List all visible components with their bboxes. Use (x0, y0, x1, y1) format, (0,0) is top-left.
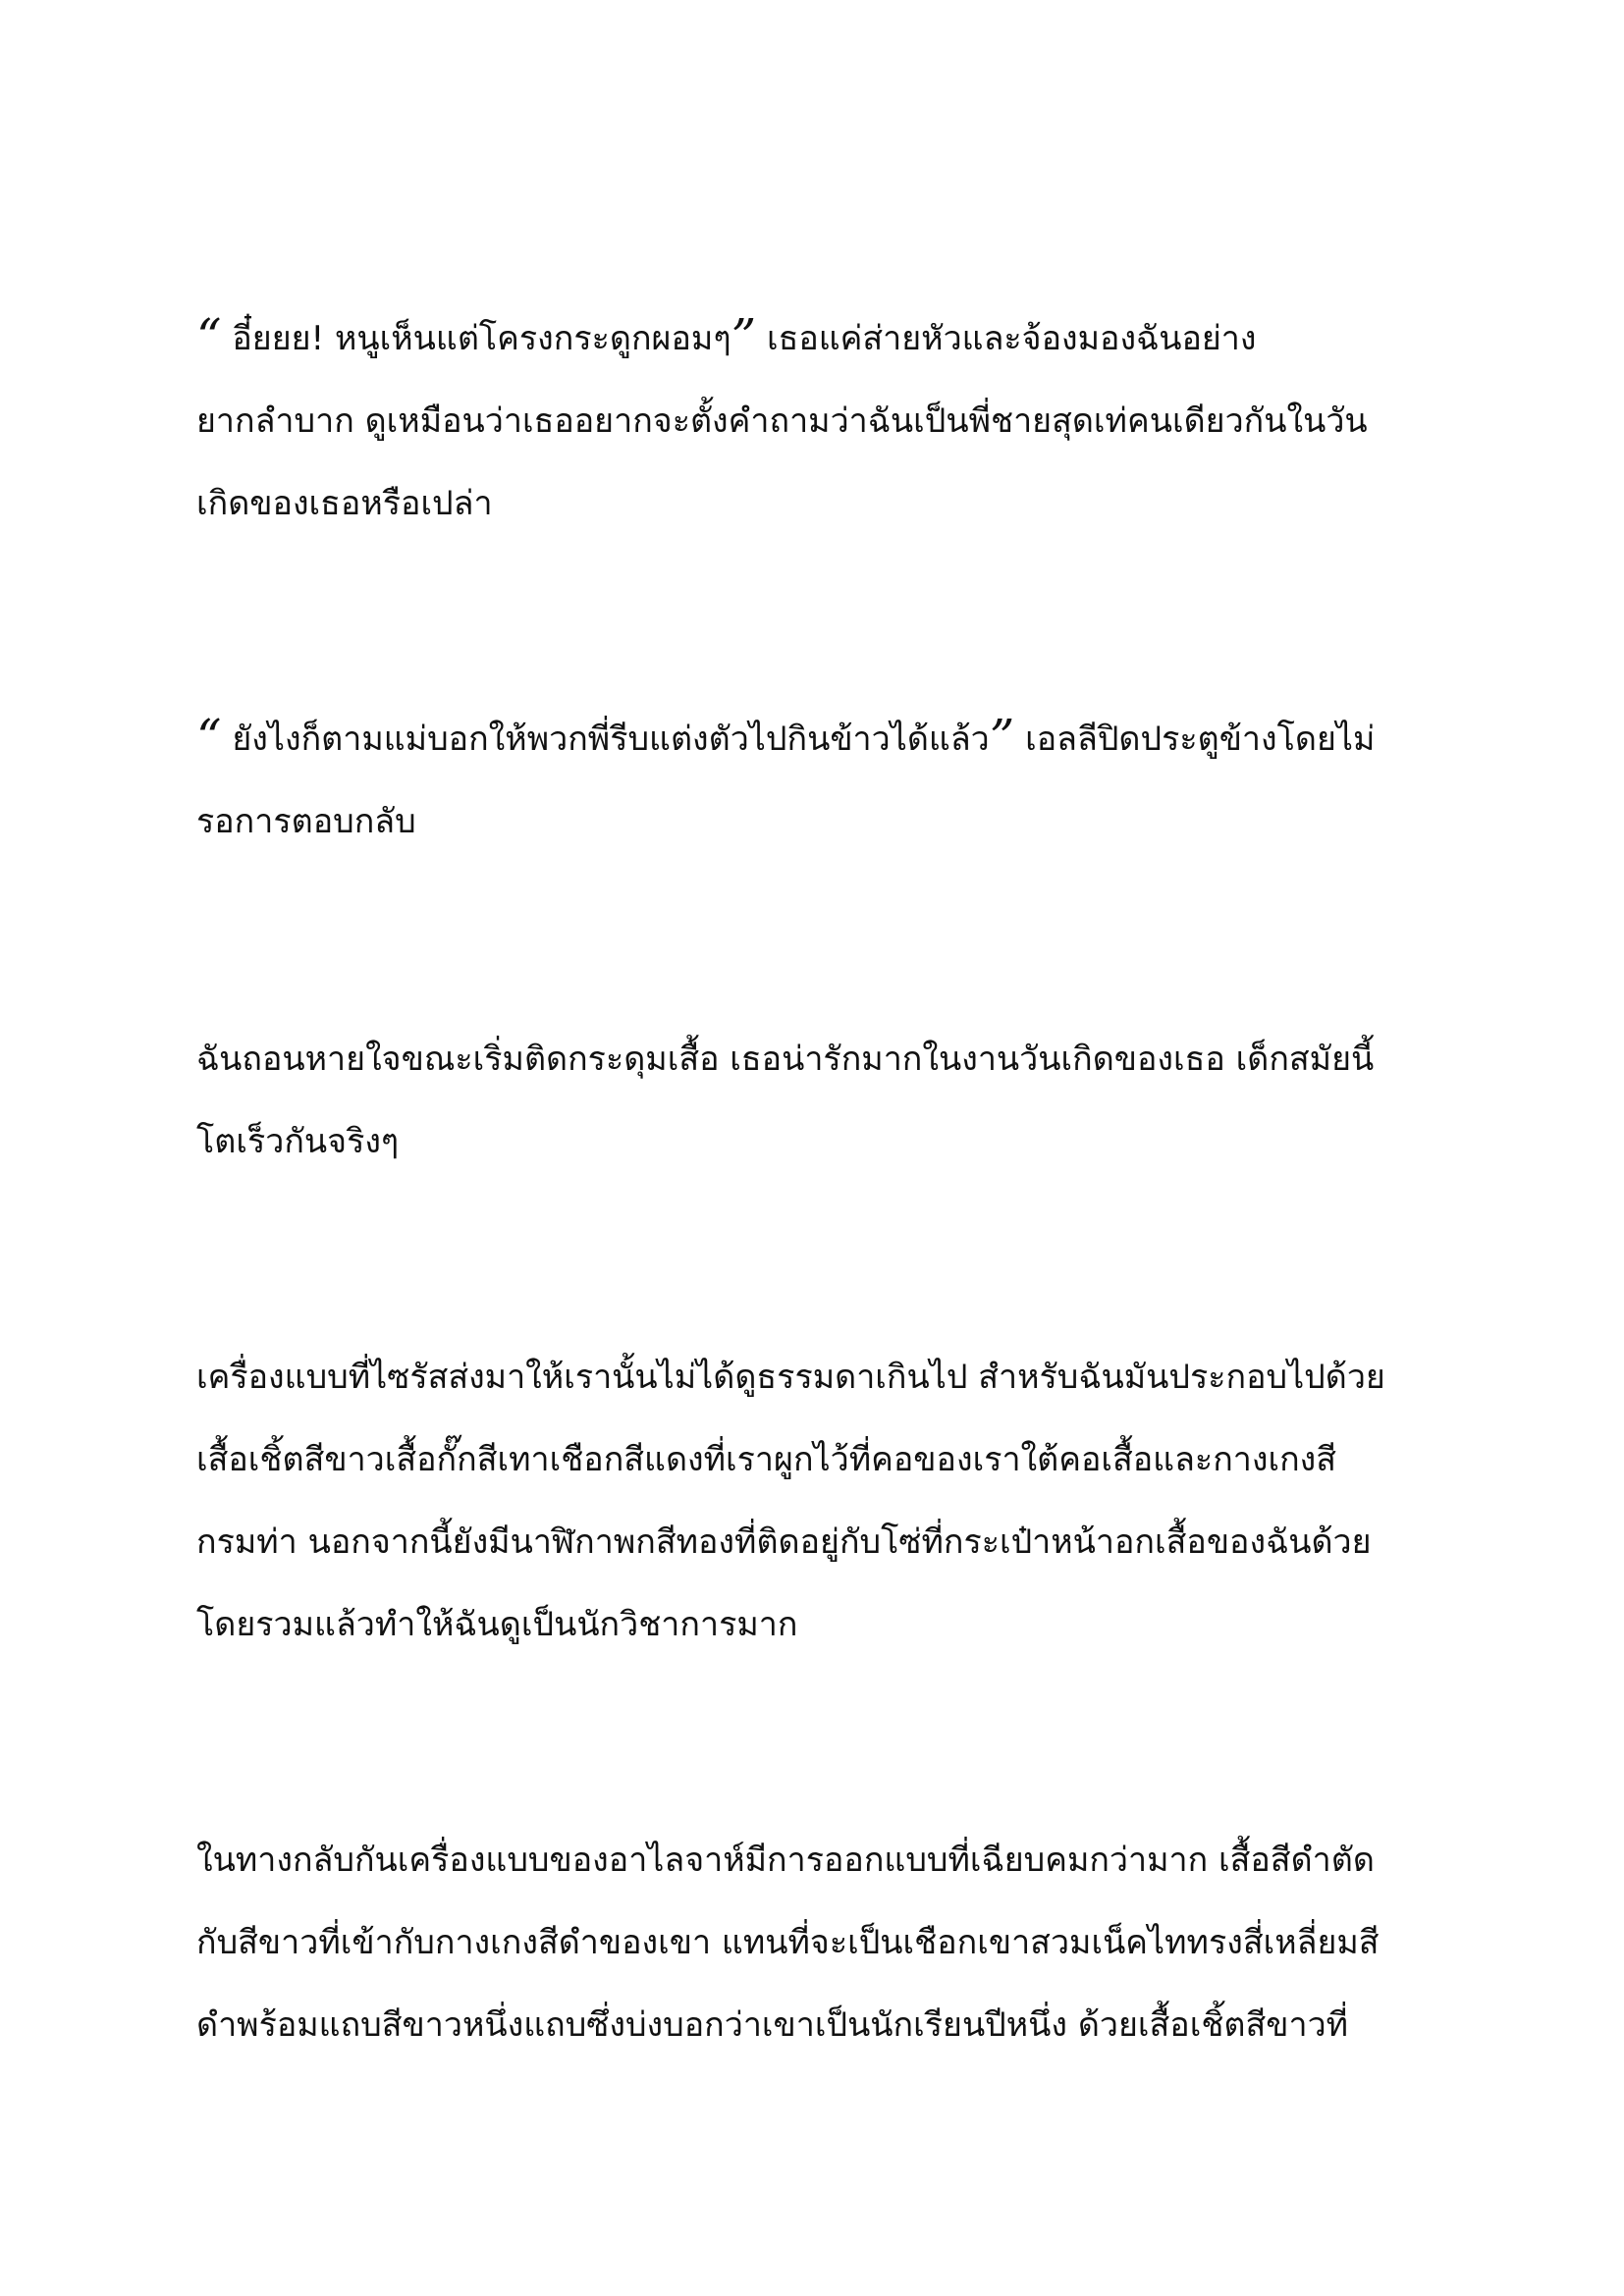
paragraph-line: กรมท่า นอกจากนี้ยังมีนาฬิกาพกสีทองที่ติดอยู่กับโซ่ที่กระเป๋าหน้าอกเสื้อของฉันด้วย (196, 1522, 1372, 1562)
narration-text: เอลลีปิดประตูข้างโดยไม่ (1014, 720, 1376, 759)
open-quote: “ (196, 709, 222, 766)
paragraph-line: กับสีขาวที่เข้ากับกางเกงสีดำของเขา แทนที่จะเป็นเชือกเขาสวมเน็คไททรงสี่เหลี่ยมสี (196, 1923, 1380, 1962)
close-quote: ” (989, 709, 1015, 766)
paragraph-line: รอการตอบกลับ (196, 802, 416, 841)
paragraph-4 (196, 1336, 1443, 1666)
paragraph-line (196, 698, 1443, 780)
paragraph-line (196, 297, 1443, 380)
close-quote: ” (731, 308, 757, 365)
paragraph-line: ดำพร้อมแถบสีขาวหนึ่งแถบซึ่งบ่งบอกว่าเขาเป็นนักเรียนปีหนึ่ง ด้วยเสื้อเชิ้ตสีขาวที่ (196, 2005, 1349, 2045)
paragraph-line: โตเร็วกันจริงๆ (196, 1122, 400, 1161)
paragraph-line: เครื่องแบบที่ไซรัสส่งมาให้เรานั้นไม่ได้ดูธรรมดาเกินไป สำหรับฉันมันประกอบไปด้วย (196, 1358, 1385, 1397)
paragraph-line: เสื้อเชิ้ตสีขาวเสื้อกั๊กสีเทาเชือกสีแดงที่เราผูกไว้ที่คอของเราใต้คอเสื้อและกางเกงสี (196, 1440, 1337, 1479)
paragraph-line: ฉันถอนหายใจขณะเริ่มติดกระดุมเสื้อ เธอน่ารักมากในงานวันเกิดของเธอ เด็กสมัยนี้ (196, 1040, 1375, 1079)
paragraph-line: เกิดของเธอหรือเปล่า (196, 484, 493, 523)
paragraph-2 (196, 698, 1443, 863)
dialogue-text: ยังไงก็ตามแม่บอกให้พวกพี่รีบแต่งตัวไปกินข้าวได้แล้ว (221, 720, 990, 759)
paragraph-5 (196, 1819, 1443, 2066)
paragraph-line: ในทางกลับกันเครื่องแบบของอาไลจาห์มีการออกแบบที่เฉียบคมกว่ามาก เสื้อสีดำตัด (196, 1841, 1375, 1880)
dialogue-text: อี๋ยยย! หนูเห็นแต่โครงกระดูกผอมๆ (221, 319, 731, 358)
paragraph-line: โดยรวมแล้วทำให้ฉันดูเป็นนักวิชาการมาก (196, 1605, 798, 1644)
paragraph-1 (196, 297, 1443, 545)
paragraph-line: ยากลำบาก ดูเหมือนว่าเธออยากจะตั้งคำถามว่าฉันเป็นพี่ชายสุดเท่คนเดียวกันในวัน (196, 401, 1368, 441)
narration-text: เธอแค่ส่ายหัวและจ้องมองฉันอย่าง (756, 319, 1257, 358)
paragraph-3 (196, 1018, 1443, 1183)
open-quote: “ (196, 308, 222, 365)
